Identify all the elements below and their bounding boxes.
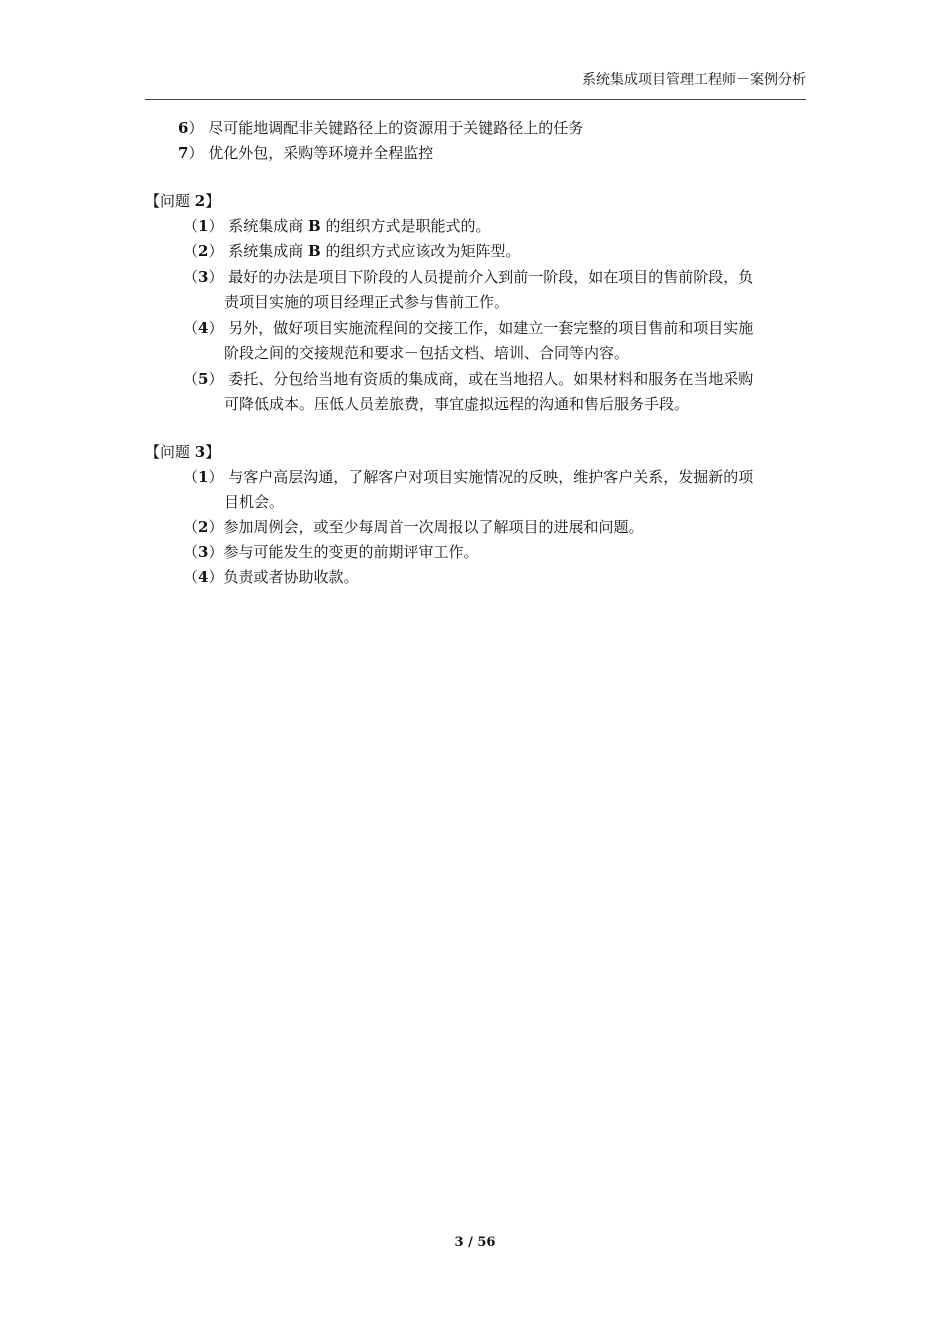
item-number: 4: [198, 568, 209, 586]
answer-item: （2） 系统集成商 B 的组织方式应该改为矩阵型。: [183, 242, 521, 260]
item-text: 委托、分包给当地有资质的集成商，或在当地招人。如果材料和服务在当地采购: [228, 370, 754, 388]
item-text: 负责或者协助收款。: [223, 568, 359, 586]
heading-open: 【问题: [145, 192, 195, 210]
list-number: 6: [178, 119, 189, 137]
list-number-close: ）: [188, 144, 204, 162]
answer-item: （2）参加周例会，或至少每周首一次周报以了解项目的进展和问题。: [183, 518, 644, 536]
page-number: 3 / 56: [454, 1235, 496, 1250]
answer-item: （4） 另外，做好项目实施流程间的交接工作，如建立一套完整的项目售前和项目实施: [183, 319, 754, 337]
list-text: 优化外包，采购等环境并全程监控: [208, 144, 434, 162]
item-text: 的组织方式应该改为矩阵型。: [320, 242, 521, 260]
list-number-close: ）: [188, 119, 204, 137]
item-text: 参与可能发生的变更的前期评审工作。: [223, 543, 479, 561]
answer-item: （3）参与可能发生的变更的前期评审工作。: [183, 543, 479, 561]
item-text: 系统集成商: [228, 217, 309, 235]
list-item: [178, 141, 433, 165]
item-number: 2: [198, 242, 209, 260]
item-number: 1: [198, 468, 209, 486]
heading-open: 【问题: [145, 443, 195, 461]
list-item: [178, 116, 583, 140]
answer-item-continuation: 目机会。: [224, 493, 285, 511]
question-3-heading: [145, 440, 220, 464]
answer-item: （1） 系统集成商 B 的组织方式是职能式的。: [183, 217, 491, 235]
item-number: 1: [198, 217, 209, 235]
item-number: 5: [198, 370, 209, 388]
item-text: 与客户高层沟通，了解客户对项目实施情况的反映，维护客户关系，发掘新的项: [228, 468, 754, 486]
header-rule: [145, 99, 806, 100]
item-text: 系统集成商: [228, 242, 309, 260]
answer-item-continuation: 阶段之间的交接规范和要求－包括文档、培训、合同等内容。: [224, 344, 630, 362]
item-number: 2: [198, 518, 209, 536]
heading-number: 3: [194, 443, 206, 461]
item-text: 参加周例会，或至少每周首一次周报以了解项目的进展和问题。: [223, 518, 644, 536]
answer-item-continuation: 责项目实施的项目经理正式参与售前工作。: [224, 293, 510, 311]
answer-item: （1） 与客户高层沟通，了解客户对项目实施情况的反映，维护客户关系，发掘新的项: [183, 468, 754, 486]
question-2-heading: [145, 189, 220, 213]
heading-close: 】: [205, 192, 221, 210]
answer-item: （5） 委托、分包给当地有资质的集成商，或在当地招人。如果材料和服务在当地采购: [183, 370, 754, 388]
item-text-bold: B: [308, 217, 321, 235]
answer-item-continuation: 可降低成本。压低人员差旅费，事宜虚拟远程的沟通和售后服务手段。: [224, 395, 690, 413]
item-number: 3: [198, 268, 209, 286]
heading-number: 2: [194, 192, 206, 210]
item-text: 另外，做好项目实施流程间的交接工作，如建立一套完整的项目售前和项目实施: [228, 319, 754, 337]
item-number: 4: [198, 319, 209, 337]
item-text: 最好的办法是项目下阶段的人员提前介入到前一阶段，如在项目的售前阶段，负: [228, 268, 754, 286]
page-header: 系统集成项目管理工程师－案例分析: [582, 72, 806, 88]
item-text: 的组织方式是职能式的。: [320, 217, 491, 235]
answer-item: （4）负责或者协助收款。: [183, 568, 359, 586]
list-text: 尽可能地调配非关键路径上的资源用于关键路径上的任务: [208, 119, 584, 137]
answer-item: （3） 最好的办法是项目下阶段的人员提前介入到前一阶段，如在项目的售前阶段，负: [183, 268, 754, 286]
heading-close: 】: [205, 443, 221, 461]
list-number: 7: [178, 144, 189, 162]
item-text-bold: B: [308, 242, 321, 260]
item-number: 3: [198, 543, 209, 561]
